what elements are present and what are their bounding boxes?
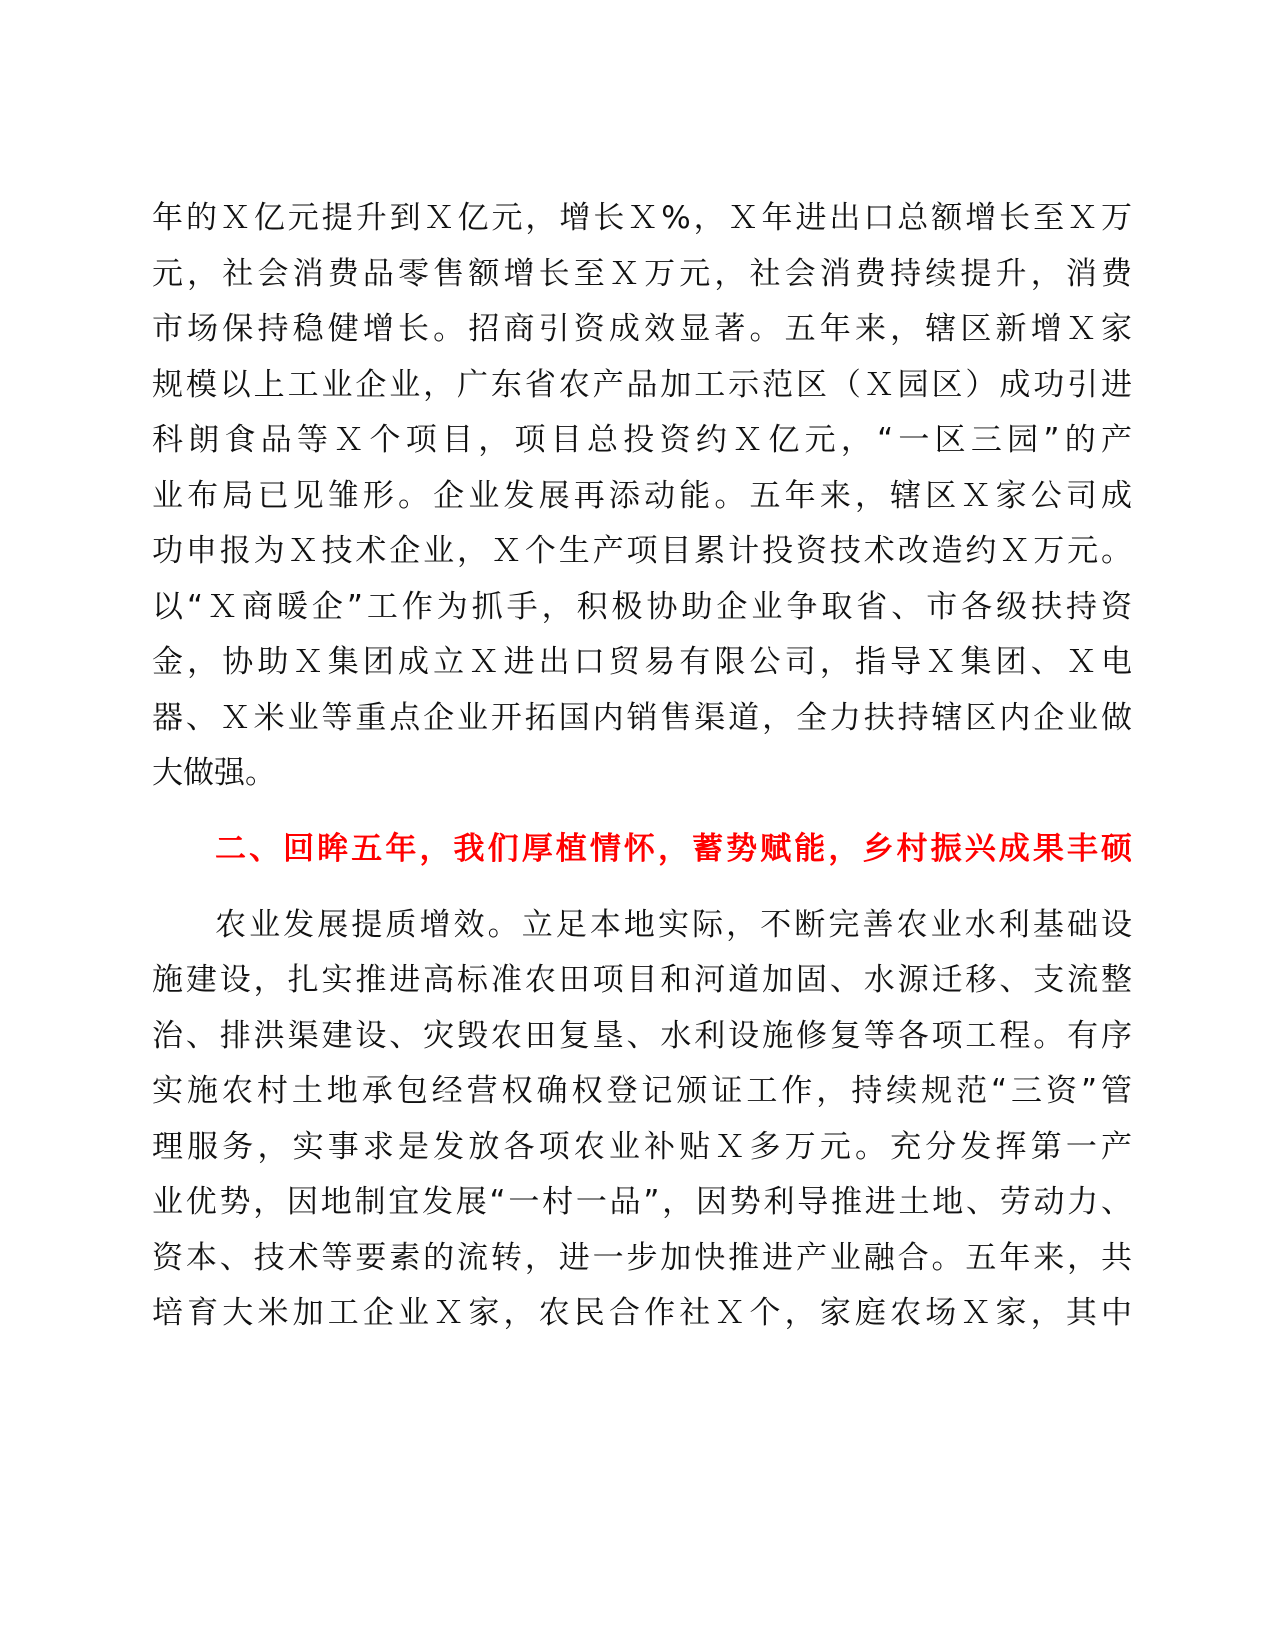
paragraph-2-line-2: 施建设，扎实推进高标准农田项目和河道加固、水源迁移、支流整 xyxy=(152,962,1132,998)
paragraph-1-line-7: 功申报为Ｘ技术企业，Ｘ个生产项目累计投资技术改造约Ｘ万元。 xyxy=(152,533,1132,569)
paragraph-1-line-8: 以“Ｘ商暖企”工作为抓手，积极协助企业争取省、市各级扶持资 xyxy=(152,589,1132,625)
paragraph-1-line-4: 规模以上工业企业，广东省农产品加工示范区（Ｘ园区）成功引进 xyxy=(152,367,1132,403)
paragraph-2-line-7: 资本、技术等要素的流转，进一步加快推进产业融合。五年来，共 xyxy=(152,1240,1132,1276)
paragraph-1-line-6: 业布局已见雏形。企业发展再添动能。五年来，辖区Ｘ家公司成 xyxy=(152,478,1132,514)
paragraph-2-line-3: 治、排洪渠建设、灾毁农田复垦、水利设施修复等各项工程。有序 xyxy=(152,1018,1132,1054)
paragraph-2-line-5: 理服务，实事求是发放各项农业补贴Ｘ多万元。充分发挥第一产 xyxy=(152,1129,1132,1165)
paragraph-1-line-3: 市场保持稳健增长。招商引资成效显著。五年来，辖区新增Ｘ家 xyxy=(152,311,1132,347)
section-heading-2: 二、回眸五年，我们厚植情怀，蓄势赋能，乡村振兴成果丰硕 xyxy=(215,831,1132,867)
paragraph-1-line-10: 器、Ｘ米业等重点企业开拓国内销售渠道，全力扶持辖区内企业做 xyxy=(152,700,1132,736)
paragraph-2-line-1: 农业发展提质增效。立足本地实际，不断完善农业水利基础设 xyxy=(215,907,1132,943)
paragraph-2-line-4: 实施农村土地承包经营权确权登记颁证工作，持续规范“三资”管 xyxy=(152,1073,1132,1109)
paragraph-2-line-6: 业优势，因地制宜发展“一村一品”，因势利导推进土地、劳动力、 xyxy=(152,1184,1132,1220)
paragraph-1-line-1: 年的Ｘ亿元提升到Ｘ亿元，增长Ｘ%，Ｘ年进出口总额增长至Ｘ万 xyxy=(152,200,1132,236)
paragraph-2-line-8: 培育大米加工企业Ｘ家，农民合作社Ｘ个，家庭农场Ｘ家，其中 xyxy=(152,1295,1132,1331)
paragraph-1-line-9: 金，协助Ｘ集团成立Ｘ进出口贸易有限公司，指导Ｘ集团、Ｘ电 xyxy=(152,644,1132,680)
paragraph-1-line-2: 元，社会消费品零售额增长至Ｘ万元，社会消费持续提升，消费 xyxy=(152,256,1132,292)
paragraph-1-line-5: 科朗食品等Ｘ个项目，项目总投资约Ｘ亿元，“一区三园”的产 xyxy=(152,422,1132,458)
paragraph-1-line-11: 大做强。 xyxy=(152,755,276,791)
